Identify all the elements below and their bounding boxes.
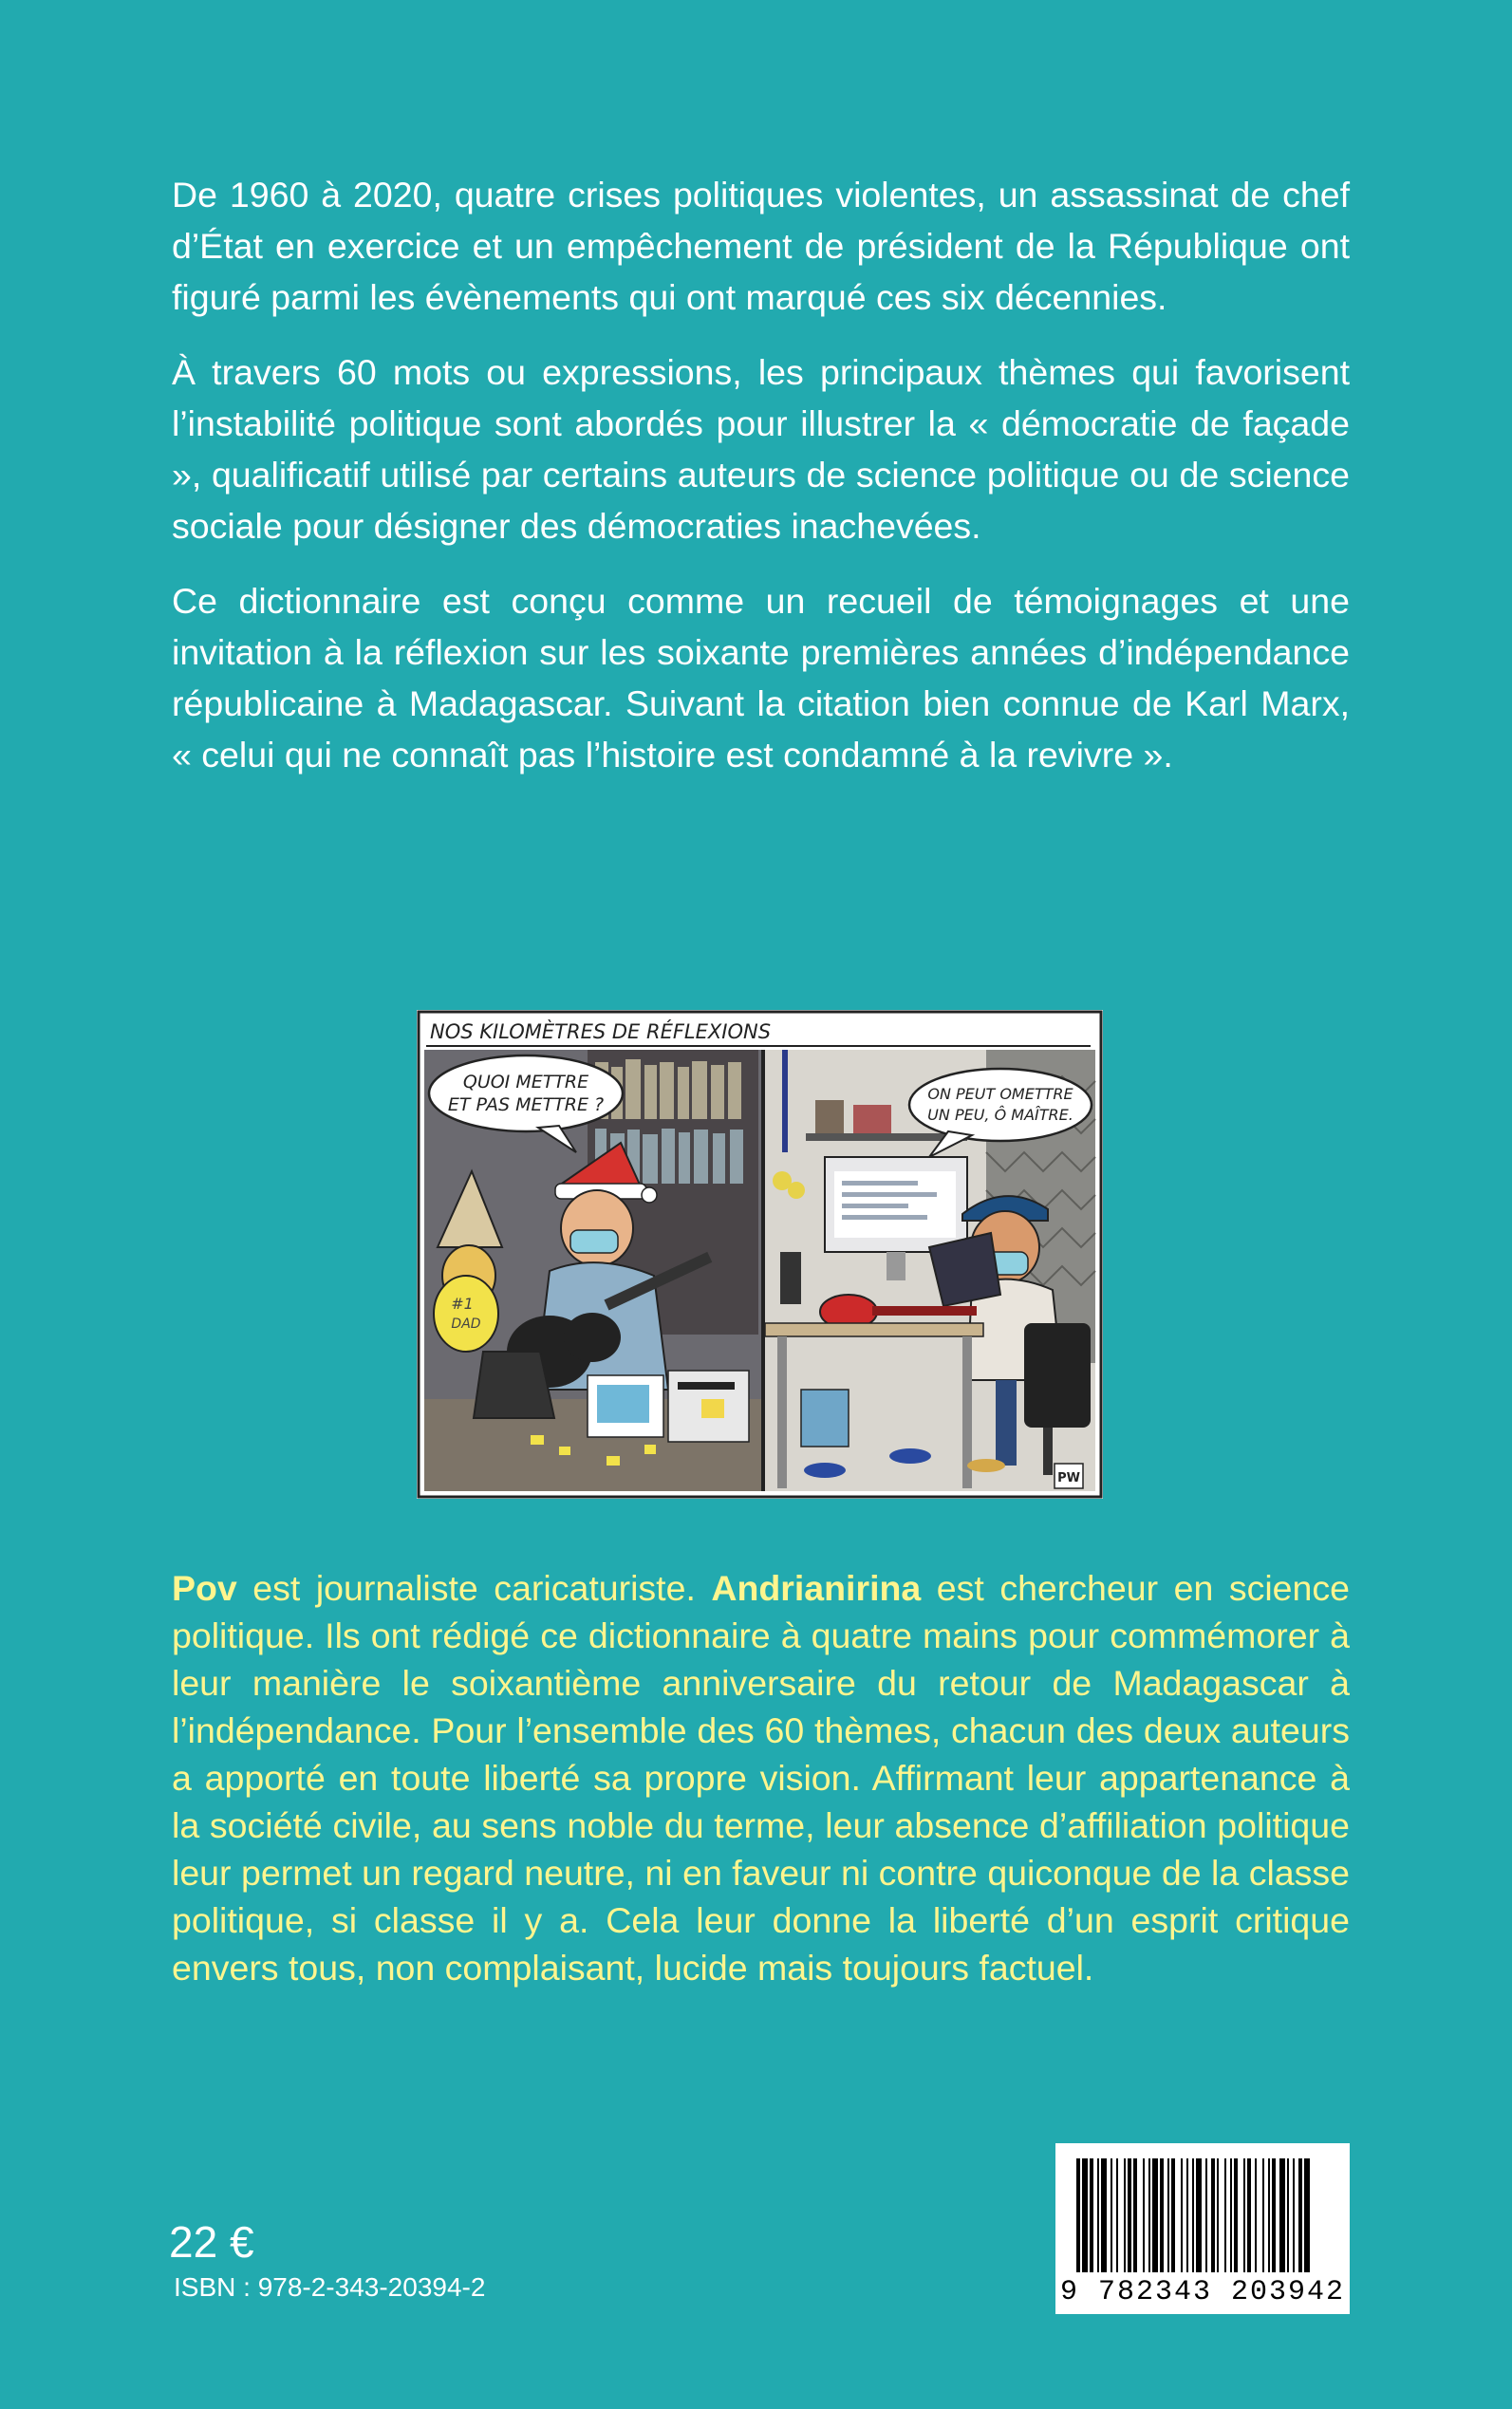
barcode-bar (1293, 2158, 1295, 2272)
cartoon-right-panel (765, 1050, 1095, 1491)
barcode-bar (1167, 2158, 1169, 2272)
paragraph-2: À travers 60 mots ou expressions, les principaux thèmes qui favorisent l’instabilité politique sont abordés pour illustrer la « démocratie de façade », qualificatif utilisé par certains auteurs de science politique ou de science sociale pour désigner des démocraties inachevées. (172, 352, 1350, 546)
barcode-bar (1298, 2158, 1302, 2272)
barcode-bar (1255, 2158, 1257, 2272)
barcode-bar (1230, 2158, 1232, 2272)
back-cover-description (172, 169, 1350, 804)
bubble-right-line2: UN PEU, Ô MAÎTRE. (927, 1106, 1073, 1124)
barcode-bar (1124, 2158, 1126, 2272)
barcode-bar (1090, 2158, 1093, 2272)
barcode-bar (1097, 2158, 1099, 2272)
barcode-bar (1192, 2158, 1194, 2272)
barcode-bar (1152, 2158, 1158, 2272)
bubble-left-line2: ET PAS METTRE ? (447, 1094, 605, 1115)
author-name-andrianirina: Andrianirina (711, 1568, 922, 1608)
barcode-bar (1272, 2158, 1276, 2272)
author-andrianirina-text: est chercheur en science politique. Ils ont rédigé ce dictionnaire à quatre mains pour commémorer à leur manière le soixantième anniversaire du retour de Madagascar à l’indépendance. Pour l’ensemble des 60 thèmes, chacun des deux auteurs a apporté en toute liberté sa propre vision. Affirmant leur appartenance à la société civile, au sens noble du terme, leur absence d’affiliation politique leur permet un regard neutre, ni en faveur ni contre quiconque de la classe politique, si classe il y a. Cela leur donne la liberté d’un esprit critique envers tous, non complaisant, lucide mais toujours factuel. (172, 1568, 1350, 1988)
barcode-bar (1211, 2158, 1215, 2272)
barcode-bar (1304, 2158, 1310, 2272)
barcode-bar (1268, 2158, 1270, 2272)
author-name-pov: Pov (172, 1568, 237, 1608)
barcode-bar (1243, 2158, 1245, 2272)
bubble-right-line1: ON PEUT OMETTRE (927, 1085, 1073, 1103)
barcode-bar (1196, 2158, 1202, 2272)
barcode-bar (1181, 2158, 1183, 2272)
barcode-bar (1148, 2158, 1150, 2272)
author-pov-text: est journaliste caricaturiste. (236, 1568, 712, 1608)
artist-signature: PW (1057, 1471, 1080, 1485)
barcode-digits: 9 782343 203942 (1059, 2276, 1346, 2308)
barcode-bar (1133, 2158, 1137, 2272)
mug-text-1: #1 (451, 1295, 474, 1313)
barcode-bar (1128, 2158, 1131, 2272)
barcode-bar (1171, 2158, 1175, 2272)
barcode-bar (1101, 2158, 1107, 2272)
barcode-bar (1076, 2158, 1080, 2272)
mug-text-2: DAD (451, 1317, 481, 1332)
barcode-bar (1234, 2158, 1238, 2272)
cartoon-left-panel (424, 1050, 761, 1491)
barcode-bar (1160, 2158, 1164, 2272)
cartoon-title: NOS KILOMÈTRES DE RÉFLEXIONS (430, 1020, 772, 1043)
isbn: ISBN : 978-2-343-20394-2 (174, 2272, 486, 2302)
barcode-bar (1082, 2158, 1088, 2272)
barcode-bar (1224, 2158, 1226, 2272)
barcode-bar (1217, 2158, 1219, 2272)
authors-bio (172, 1564, 1350, 1991)
barcode-bar (1287, 2158, 1289, 2272)
barcode-bar (1262, 2158, 1264, 2272)
cartoon-illustration (417, 1010, 1103, 1499)
barcode-bar (1186, 2158, 1188, 2272)
barcode (1055, 2143, 1350, 2314)
paragraph-1: De 1960 à 2020, quatre crises politiques violentes, un assassinat de chef d’État en exercice et un empêchement de président de la République ont figuré parmi les évènements qui ont marqué ces six décennies. (172, 175, 1350, 317)
barcode-bar (1111, 2158, 1112, 2272)
barcode-bar (1247, 2158, 1251, 2272)
barcode-bar (1143, 2158, 1145, 2272)
barcode-bar (1279, 2158, 1285, 2272)
price: 22 € (169, 2217, 254, 2267)
bubble-left-line1: QUOI METTRE (462, 1072, 589, 1092)
paragraph-3: Ce dictionnaire est conçu comme un recueil de témoignages et une invitation à la réflexion sur les soixante premières années d’indépendance républicaine à Madagascar. Suivant la citation bien connue de Karl Marx, « celui qui ne connaît pas l’histoire est condamné à la revivre ». (172, 581, 1350, 775)
barcode-bar (1116, 2158, 1118, 2272)
barcode-bar (1205, 2158, 1207, 2272)
cartoon-drawing (417, 1010, 1103, 1499)
